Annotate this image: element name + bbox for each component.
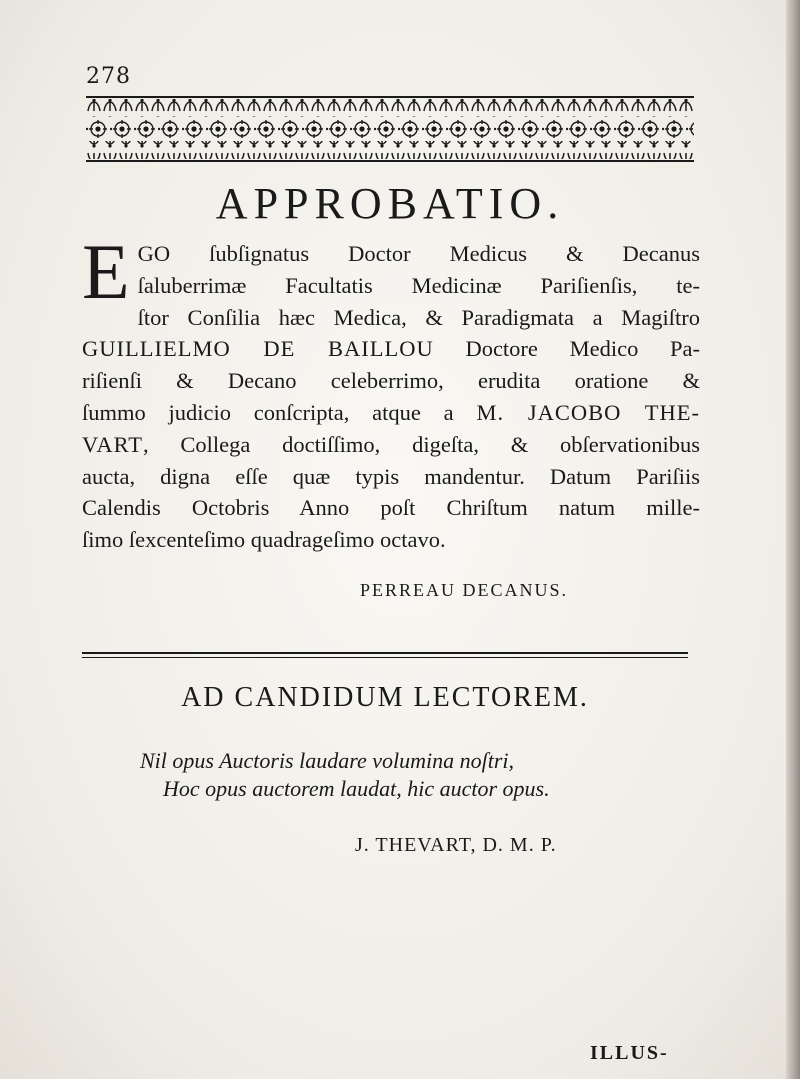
- section-title: APPROBATIO.: [215, 179, 565, 228]
- text-line: riſienſi & Decano celeberrimo, erudita oratione &: [82, 368, 700, 394]
- verse-line-1: Nil opus Auctoris laudare volumina noſtri,: [140, 748, 515, 773]
- divider-rule: [82, 652, 688, 654]
- text-line: ſimo ſexcenteſimo quadrageſimo octavo.: [82, 527, 446, 553]
- page-number: 278: [86, 64, 131, 89]
- text-line: ſummo judicio conſcripta, atque a M. JACOBO THE-: [82, 399, 700, 425]
- text-line: VART, Collega doctiſſimo, digeſta, & obſervationibus: [82, 431, 700, 457]
- divider-rule-thin: [82, 657, 688, 658]
- dedication-title: AD CANDIDUM LECTOREM.: [181, 682, 589, 713]
- text-line: aucta, digna eſſe quæ typis mandentur. Datum Pariſiis: [82, 463, 700, 489]
- dean-signature: PERREAU DECANUS.: [360, 580, 569, 600]
- text-line: GUILLIELMO DE BAILLOU Doctore Medico Pa-: [82, 336, 700, 362]
- text-line: Calendis Octobris Anno poſt Chriſtum natum mille-: [82, 495, 700, 521]
- ornamental-header-band: [86, 96, 694, 162]
- drop-cap: E: [82, 228, 130, 315]
- approbation-text: [82, 228, 700, 556]
- verse-line-2: Hoc opus auctorem laudat, hic auctor opus.: [163, 776, 550, 801]
- text-line: ſaluberrimæ Facultatis Medicinæ Pariſienſis, te-: [137, 272, 700, 298]
- catchword: ILLUS-: [590, 1042, 669, 1064]
- dedication-author: J. THEVART, D. M. P.: [355, 834, 557, 856]
- name-small-caps: VART: [82, 431, 143, 457]
- text-line: ſtor Conſilia hæc Medica, & Paradigmata a Magiſtro: [137, 304, 700, 330]
- text-line: GO ſubſignatus Doctor Medicus & Decanus: [137, 241, 700, 266]
- name-small-caps: M. JACOBO THE-: [476, 399, 700, 425]
- name-small-caps: GUILLIELMO DE BAILLOU: [82, 336, 434, 362]
- page-spine-shadow: [786, 0, 800, 1079]
